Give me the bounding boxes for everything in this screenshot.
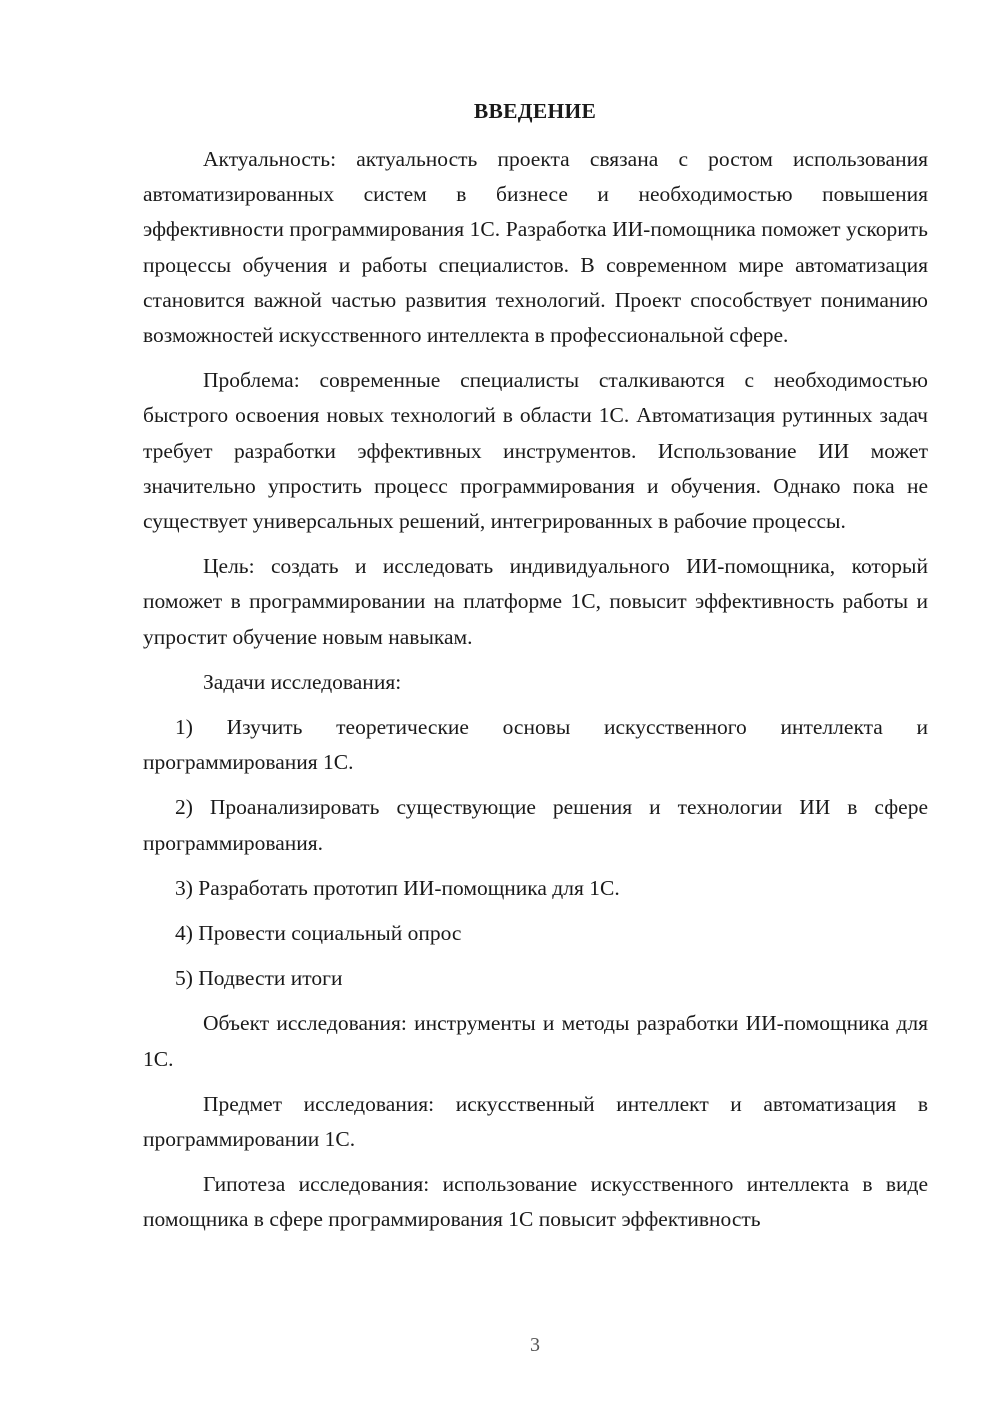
tasks-title: Задачи исследования: — [203, 669, 402, 694]
page-number: 3 — [530, 1334, 540, 1356]
object-paragraph: Объект исследования: инструменты и методы разработки ИИ-помощника для 1С. — [143, 1011, 928, 1071]
goal-paragraph: Цель: создать и исследовать индивидуального ИИ-помощника, который поможет в программировании на платформе 1С, повысит эффективность работы и упростит обучение новым навыкам. — [143, 554, 928, 649]
page-heading: ВВЕДЕНИЕ — [473, 99, 597, 123]
hypothesis-paragraph: Гипотеза исследования: использование искусственного интеллекта в виде помощника в сфере программирования 1С повысит эффективность — [143, 1172, 928, 1232]
document-body — [143, 142, 928, 1248]
task-item-4: 4) Провести социальный опрос — [175, 921, 462, 946]
task-item-5: 5) Подвести итоги — [175, 966, 343, 991]
task-item-1: 1) Изучить теоретические основы искусственного интеллекта и программирования 1С. — [143, 715, 928, 775]
subject-paragraph: Предмет исследования: искусственный интеллект и автоматизация в программировании 1С. — [143, 1091, 928, 1152]
task-item-2: 2) Проанализировать существующие решения и технологии ИИ в сфере программирования. — [143, 795, 928, 855]
relevance-paragraph: Актуальность: актуальность проекта связана с ростом использования автоматизированных систем в бизнесе и необходимостью повышения эффективности программирования 1С. Разработка ИИ-помощника поможет ускорить процессы обучения и работы специалистов. В современном мире автоматизация становится важной частью развития технологий. Проект способствует пониманию возможностей искусственного интеллекта в профессиональной сфере. — [143, 147, 928, 348]
task-item-3: 3) Разработать прототип ИИ-помощника для 1С. — [175, 875, 620, 900]
problem-paragraph: Проблема: современные специалисты сталкиваются с необходимостью быстрого освоения новых технологий в области 1С. Автоматизация рутинных задач требует разработки эффективных инструментов. Использование ИИ может значительно упростить процесс программирования и обучения. Однако пока не существует универсальных решений, интегрированных в рабочие процессы. — [143, 368, 928, 534]
